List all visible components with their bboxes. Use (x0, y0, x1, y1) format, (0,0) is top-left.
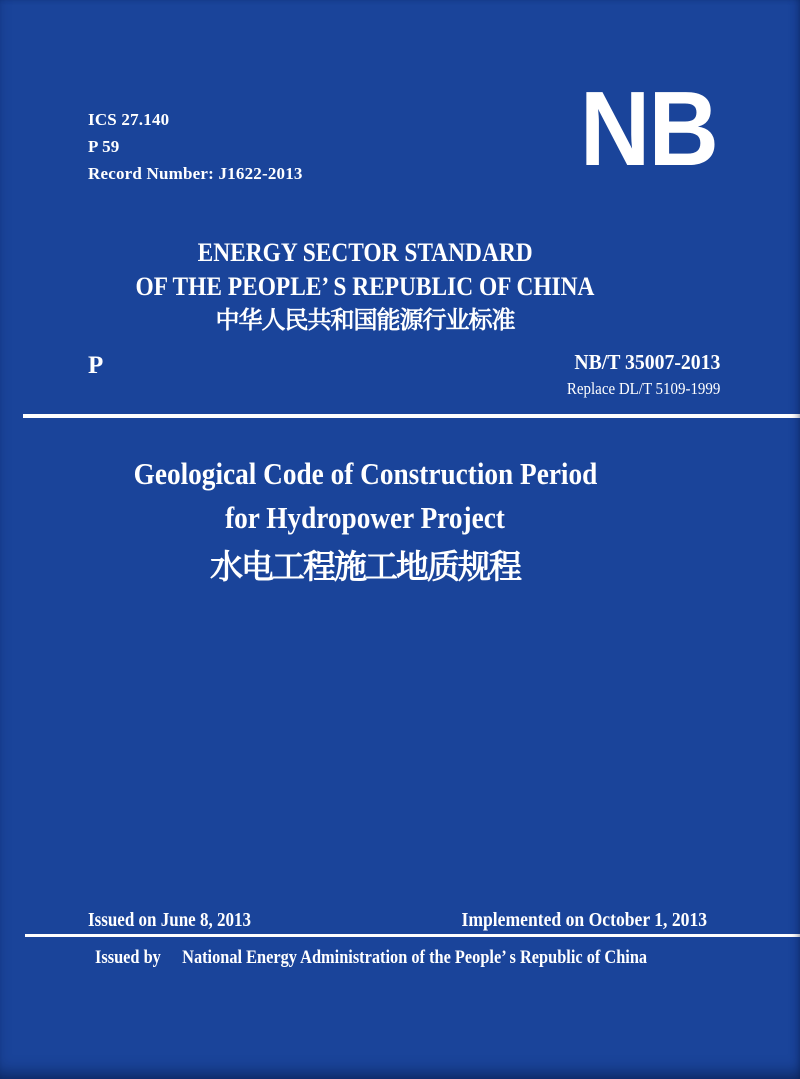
heading-line2-en (0, 270, 730, 304)
nb-logo: NB (579, 70, 717, 188)
replaces-note-text: Replace DL/T 5109-1999 (566, 379, 720, 398)
heading-line1-en (0, 236, 730, 270)
standard-number (546, 350, 720, 374)
heading-line2-text: OF THE PEOPLE’ S REPUBLIC OF CHINA (135, 272, 595, 301)
title-block (0, 452, 730, 590)
ics-code: ICS 27.140 (88, 110, 170, 129)
title-line2-en (0, 496, 730, 540)
registry-block (88, 106, 303, 187)
heading-line1-text: ENERGY SECTOR STANDARD (197, 238, 533, 267)
title-line1-en (0, 452, 730, 496)
record-number: Record Number: J1622-2013 (88, 164, 303, 183)
title-line-cn: 水电工程施工地质规程 (210, 548, 520, 585)
title-line2-text: for Hydropower Project (225, 500, 505, 535)
category-letter: P (88, 352, 104, 379)
divider-bottom (25, 934, 800, 937)
standard-number-text: NB/T 35007-2013 (573, 350, 720, 374)
standard-heading (0, 236, 730, 338)
title-line1-text: Geological Code of Construction Period (133, 456, 597, 491)
issuer-row (95, 946, 647, 970)
issuing-authority: National Energy Administration of the People’ s Republic of China (182, 947, 648, 968)
heading-line-cn: 中华人民共和国能源行业标准 (215, 307, 515, 334)
implemented-date: Implemented on October 1, 2013 (461, 909, 707, 931)
issued-by-label: Issued by (95, 947, 161, 968)
replaces-note (546, 379, 720, 399)
issued-date: Issued on June 8, 2013 (88, 909, 251, 931)
classification-code: P 59 (88, 137, 120, 156)
designation-block (546, 350, 720, 399)
divider-top (23, 414, 800, 418)
